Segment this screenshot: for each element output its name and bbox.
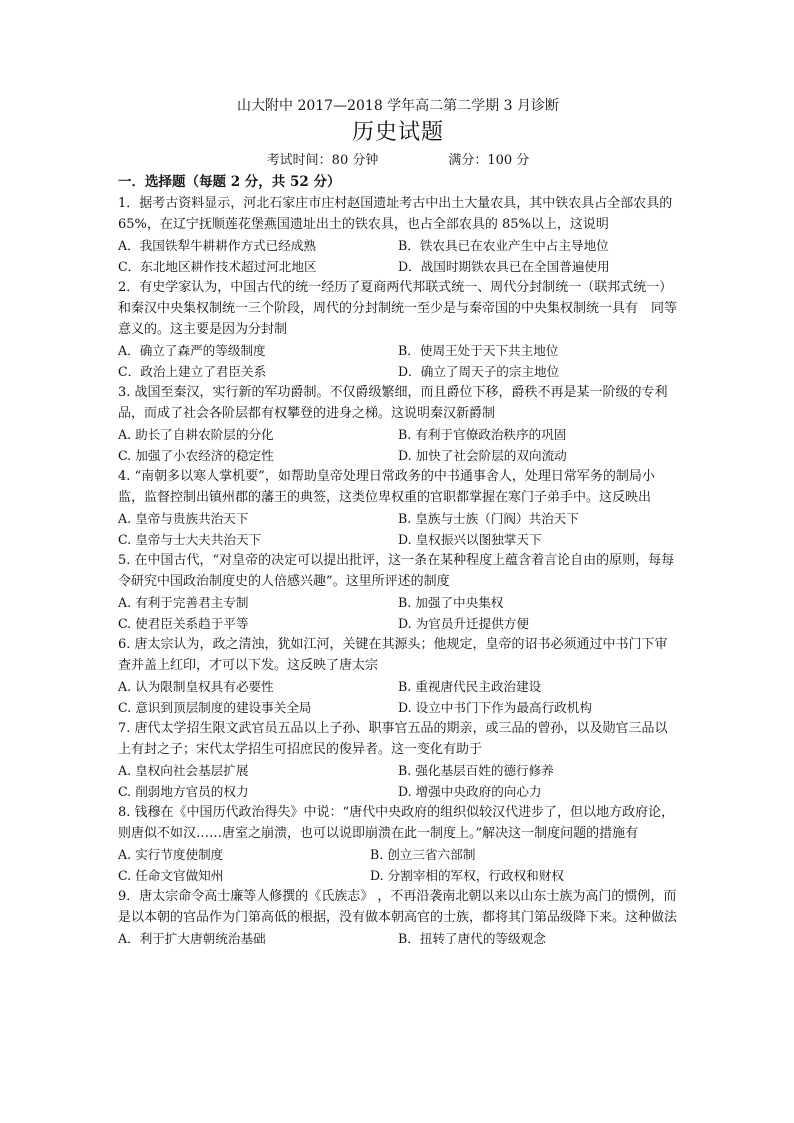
question-2 <box>118 277 678 382</box>
option-c: C. 削弱地方官员的权力 <box>118 784 249 799</box>
question-text: 5. 在中国古代，“对皇帝的决定可以提出批评，这一条在某种程度上蕴含着言论自由的原则，每每令研究中国政治制度史的人倍感兴趣”。这里所评述的制度 <box>118 553 675 589</box>
option-a: A. 有利于完善君主专制 <box>118 595 249 610</box>
option-d: D. 加快了社会阶层的双向流动 <box>398 448 567 463</box>
question-7 <box>118 718 678 802</box>
option-a: A. 助长了自耕农阶层的分化 <box>118 427 274 442</box>
option-b: B．铁农具已在农业产生中占主导地位 <box>398 238 609 253</box>
option-grid <box>118 928 678 949</box>
exam-time: 考试时间：80 分钟 <box>266 153 379 168</box>
option-grid <box>118 235 678 277</box>
subject-title: 历史试题 <box>351 120 444 145</box>
question-8 <box>118 802 678 886</box>
option-c: C. 皇帝与士大夫共治天下 <box>118 532 262 547</box>
option-grid <box>118 760 678 802</box>
option-b: B. 有利于官僚政治秩序的巩固 <box>398 427 567 442</box>
question-text: 8. 钱穆在《中国历代政治得失》中说：“唐代中央政府的组织似较汉代进步了，但以地方政府论，则唐似不如汉……唐室之崩溃，也可以说即崩溃在此一制度上。”解决这一制度问题的措施有 <box>118 805 675 841</box>
option-a: A．利于扩大唐朝统治基础 <box>118 931 266 946</box>
question-4 <box>118 466 678 550</box>
question-1 <box>118 193 678 277</box>
option-grid <box>118 340 678 382</box>
question-text: 1．据考古资料显示，河北石家庄市庄村赵国遗址考古中出土大量农具，其中铁农具占全部农具的65%，在辽宁抚顺莲花堡燕国遗址出土的铁农具，也占全部农具的 85%以上，这说明 <box>118 196 673 232</box>
option-grid <box>118 844 678 886</box>
option-b: B．扭转了唐代的等级观念 <box>398 931 546 946</box>
section-title: 一．选择题（每题 2 分，共 52 分） <box>118 174 341 190</box>
option-b: B. 强化基层百姓的德行修养 <box>398 763 554 778</box>
option-a: A. 实行节度使制度 <box>118 847 224 862</box>
question-6 <box>118 634 678 718</box>
question-9 <box>118 886 678 949</box>
option-b: B. 加强了中央集权 <box>398 595 504 610</box>
full-score: 满分：100 分 <box>448 153 530 168</box>
option-grid <box>118 508 678 550</box>
option-d: D．战国时期铁农具已在全国普遍使用 <box>398 259 610 274</box>
option-d: D. 皇权振兴以图独掌天下 <box>398 532 542 547</box>
question-text: 7. 唐代太学招生限文武官员五品以上子孙、职事官五品的期亲，或三品的曾孙，以及勋官三品以上有封之子；宋代太学招生可招庶民的俊异者。这一变化有助于 <box>118 721 668 757</box>
option-c: C. 意识到顶层制度的建设事关全局 <box>118 700 312 715</box>
option-a: A．我国铁犁牛耕耕作方式已经成熟 <box>118 238 317 253</box>
school-line: 山大附中 2017—2018 学年高二第二学期 3 月诊断 <box>237 98 559 114</box>
option-c: C. 加强了小农经济的稳定性 <box>118 448 274 463</box>
option-b: B. 创立三省六部制 <box>370 847 476 862</box>
option-grid <box>118 676 678 718</box>
option-b: B. 重视唐代民主政治建设 <box>398 679 542 694</box>
question-3 <box>118 382 678 466</box>
question-text: 3. 战国至秦汉，实行新的军功爵制。不仅爵级繁细，而且爵位下移，爵秩不再是某一阶级的专利品，而成了社会各阶层都有权攀登的进身之梯。这说明秦汉新爵制 <box>118 385 668 421</box>
question-text: 9．唐太宗命令高士廉等人修撰的《氏族志》 ，不再沿袭南北朝以来以山东士族为高门的惯例，而是以本朝的官品作为门第高低的根据，没有做本朝高官的士族，都将其门第品级降下来。这种做法 <box>118 889 678 925</box>
option-b: B．使周王处于天下共主地位 <box>398 343 559 358</box>
question-text: 6. 唐太宗认为，政之清浊，犹如江河，关键在其源头；他规定，皇帝的诏书必须通过中书门下审查并盖上红印，才可以下发。这反映了唐太宗 <box>118 637 668 673</box>
option-c: C．政治上建立了君臣关系 <box>118 364 267 379</box>
question-text: 4. “南朝多以寒人掌机要”，如帮助皇帝处理日常政务的中书通事舍人，处理日常军务的制局小监，监督控制出镇州郡的藩王的典签，这类位卑权重的官职都掌握在寒门子弟手中。这反映出 <box>118 469 655 505</box>
option-b: B. 皇族与士族（门阀）共治天下 <box>398 511 579 526</box>
exam-page <box>118 96 678 949</box>
option-grid <box>118 424 678 466</box>
option-c: C．东北地区耕作技术超过河北地区 <box>118 259 317 274</box>
option-d: D. 为官员升迁提供方便 <box>398 616 529 631</box>
option-d: D. 分割宰相的军权，行政权和财权 <box>370 868 564 883</box>
option-d: D. 设立中书门下作为最高行政机构 <box>398 700 592 715</box>
option-c: C. 任命文官做知州 <box>118 868 224 883</box>
question-5 <box>118 550 678 634</box>
question-text: 2．有史学家认为，中国古代的统一经历了夏商两代邦联式统一、周代分封制统一（联邦式统一）和秦汉中央集权制统一三个阶段，周代的分封制统一至少是与秦帝国的中央集权制统一具有 同等意义的。这主要是因为分封制 <box>118 280 678 337</box>
option-a: A. 皇权向社会基层扩展 <box>118 763 249 778</box>
option-d: D．确立了周天子的宗主地位 <box>398 364 560 379</box>
option-a: A. 皇帝与贵族共治天下 <box>118 511 249 526</box>
option-d: D. 增强中央政府的向心力 <box>398 784 542 799</box>
option-a: A. 认为限制皇权具有必要性 <box>118 679 274 694</box>
question-list <box>118 193 678 949</box>
option-c: C. 使君臣关系趋于平等 <box>118 616 249 631</box>
exam-meta <box>118 150 678 172</box>
option-grid <box>118 592 678 634</box>
option-a: A．确立了森严的等级制度 <box>118 343 266 358</box>
